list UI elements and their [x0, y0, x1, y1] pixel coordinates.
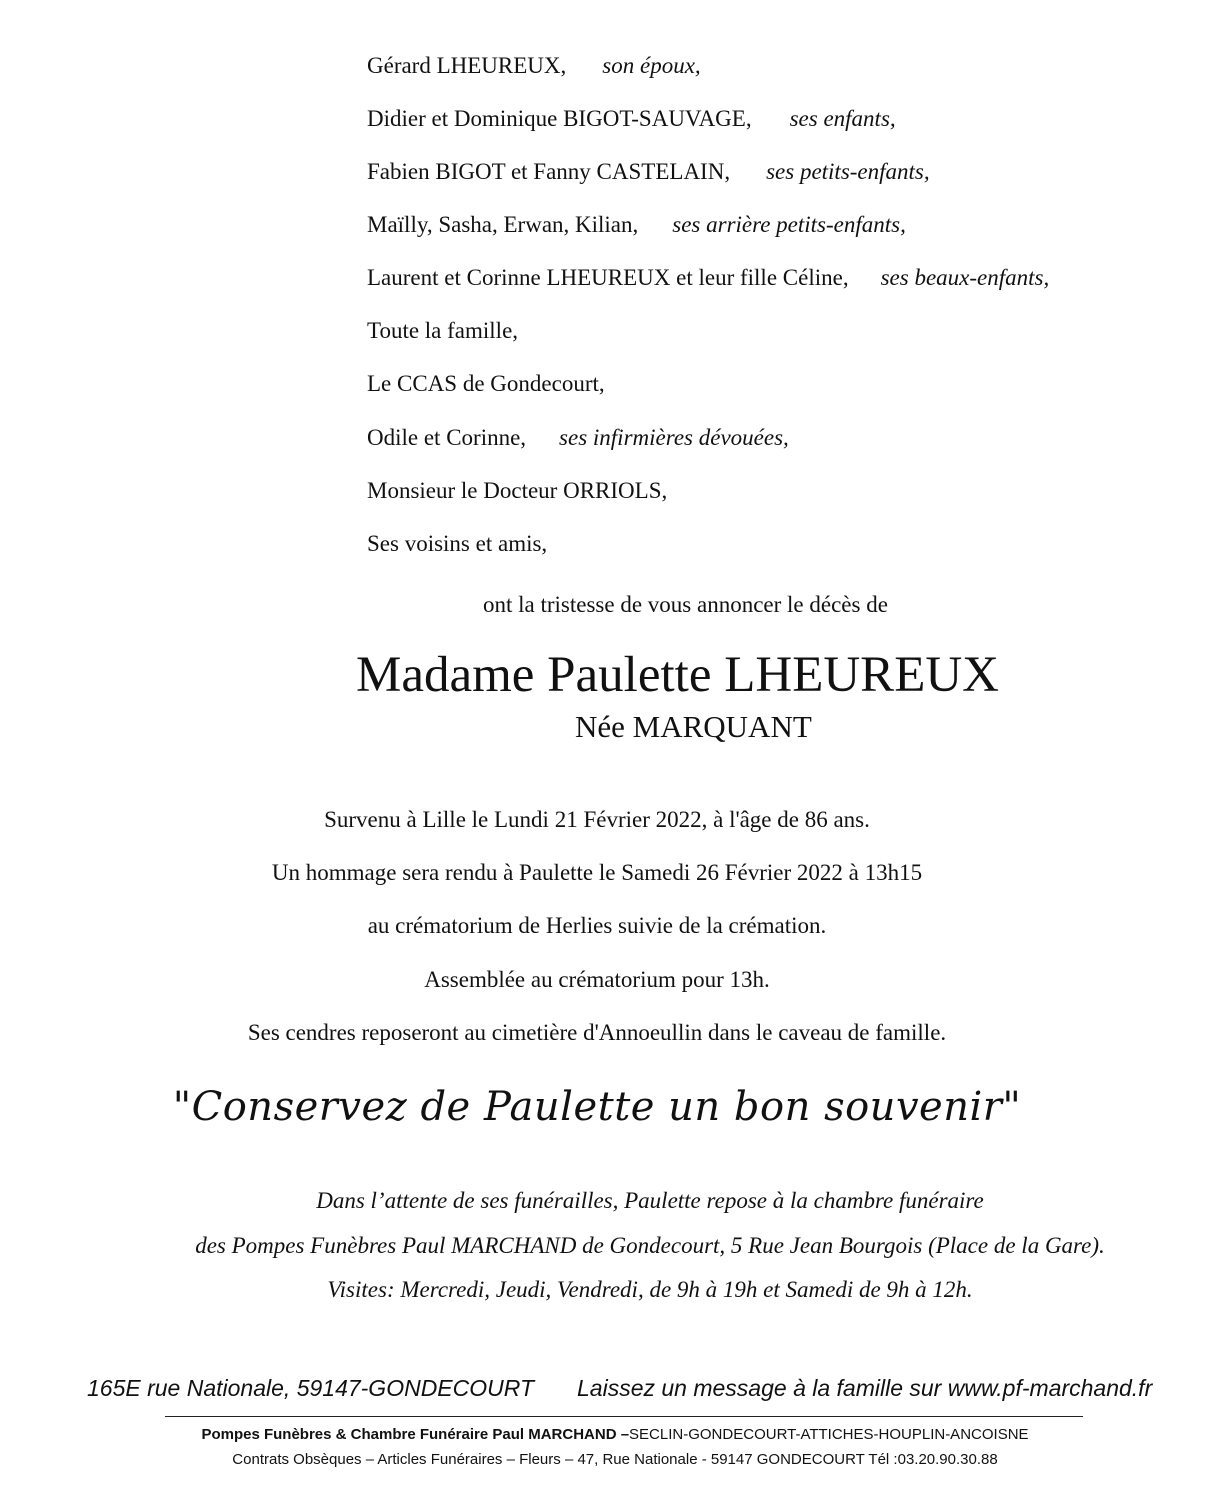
memorial-quote: "Conservez de Paulette un bon souvenir" — [172, 1084, 1022, 1130]
family-role: ses enfants, — [789, 106, 896, 131]
family-line-grandchildren — [367, 158, 930, 186]
family-line-doctor — [367, 477, 667, 505]
footer-address: 165E rue Nationale, 59147-GONDECOURT — [87, 1375, 535, 1401]
family-line-great-grandchildren — [367, 211, 906, 239]
family-role: ses infirmières dévouées, — [559, 425, 789, 450]
announcement-intro: ont la tristesse de vous annoncer le décès de — [483, 592, 888, 617]
family-line-neighbors — [367, 530, 547, 558]
footer-services-line: Contrats Obsèques – Articles Funéraires – Fleurs – 47, Rue Nationale - 59147 GONDECOURT Tél :03.20.90.30.88 — [232, 1451, 998, 1468]
family-line-whole-family — [367, 317, 518, 345]
detail-tribute: Un hommage sera rendu à Paulette le Samedi 26 Février 2022 à 13h15 — [271, 860, 923, 885]
wake-line-visits: Visites: Mercredi, Jeudi, Vendredi, de 9h à 19h et Samedi de 9h à 12h. — [327, 1277, 973, 1302]
family-role: ses petits-enfants, — [766, 159, 930, 184]
family-name: Monsieur le Docteur ORRIOLS, — [367, 478, 668, 503]
footer-divider — [165, 1416, 1083, 1417]
footer-company-locations: SECLIN-GONDECOURT-ATTICHES-HOUPLIN-ANCOISNE — [629, 1426, 1029, 1443]
family-line-children — [367, 105, 896, 133]
family-name: Gérard LHEUREUX, — [367, 53, 567, 78]
family-name: Didier et Dominique BIGOT-SAUVAGE, — [367, 106, 752, 131]
family-line-spouse — [367, 52, 701, 80]
family-name: Fabien BIGOT et Fanny CASTELAIN, — [367, 159, 731, 184]
deceased-name: Madame Paulette LHEUREUX — [356, 647, 1000, 703]
footer-website-message[interactable]: Laissez un message à la famille sur www.pf-marchand.fr — [577, 1375, 1153, 1401]
family-name: Laurent et Corinne LHEUREUX et leur fille Céline, — [367, 265, 849, 290]
family-role: ses beaux-enfants, — [880, 265, 1050, 290]
detail-assembly: Assemblée au crématorium pour 13h. — [424, 967, 770, 992]
footer-company-name: Pompes Funèbres & Chambre Funéraire Paul MARCHAND – — [201, 1426, 630, 1443]
family-name: Odile et Corinne, — [367, 425, 527, 450]
detail-ashes: Ses cendres reposeront au cimetière d'Annoeullin dans le caveau de famille. — [247, 1020, 947, 1045]
family-name: Toute la famille, — [367, 318, 519, 343]
family-name: Ses voisins et amis, — [367, 531, 548, 556]
family-line-ccas — [367, 370, 605, 398]
maiden-name: Née MARQUANT — [575, 709, 812, 744]
family-role: ses arrière petits-enfants, — [672, 212, 906, 237]
wake-line-1: Dans l’attente de ses funérailles, Paulette repose à la chambre funéraire — [316, 1188, 984, 1213]
footer-company-line — [0, 1425, 1214, 1445]
family-name: Maïlly, Sasha, Erwan, Kilian, — [367, 212, 639, 237]
detail-crematorium: au crématorium de Herlies suivie de la crémation. — [367, 913, 827, 938]
wake-line-2: des Pompes Funèbres Paul MARCHAND de Gondecourt, 5 Rue Jean Bourgois (Place de la Gare). — [195, 1233, 1105, 1258]
family-role: son époux, — [602, 53, 701, 78]
family-line-in-laws — [367, 264, 1049, 292]
family-line-nurses — [367, 424, 789, 452]
detail-death: Survenu à Lille le Lundi 21 Février 2022, à l'âge de 86 ans. — [324, 807, 870, 832]
family-name: Le CCAS de Gondecourt, — [367, 371, 605, 396]
